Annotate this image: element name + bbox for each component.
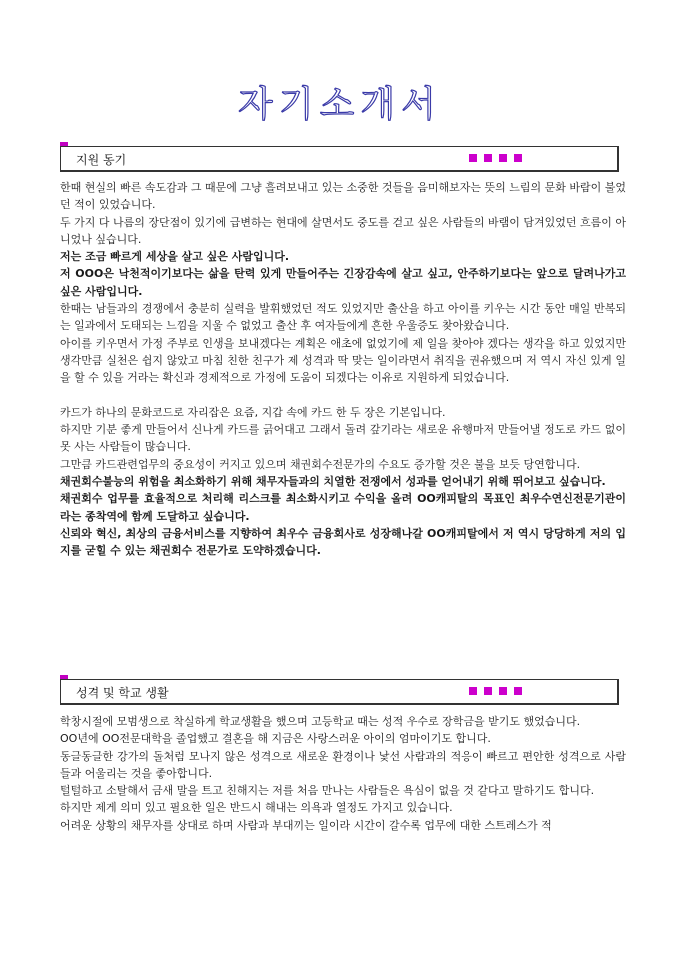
paragraph-bold: 저 OOO은 낙천적이기보다는 삶을 탄력 있게 만들어주는 긴장감속에 살고 싶고, 안주하기보다는 앞으로 달려나가고 싶은 사람입니다. — [60, 267, 626, 298]
section-body-motivation — [60, 179, 626, 560]
paragraph: 하지만 제게 의미 있고 필요한 일은 반드시 해내는 의욕과 열정도 가지고 있습니다. — [60, 801, 453, 815]
square-icon — [469, 687, 477, 695]
section-body-personality — [60, 713, 626, 834]
paragraph: 털털하고 소탈해서 금새 말을 트고 친해지는 저를 처음 만나는 사람들은 욕심이 없을 것 같다고 말하기도 합니다. — [60, 784, 595, 798]
paragraph: OO년에 OO전문대학을 졸업했고 결혼을 해 지금은 사랑스러운 아이의 엄마이기도 합니다. — [60, 732, 491, 746]
square-icon — [484, 687, 492, 695]
paragraph: 그만큼 카드관련업무의 중요성이 커지고 있으며 채권회수전문가의 수요도 증가할 것은 불을 보듯 당연합니다. — [60, 457, 581, 471]
paragraph: 아이를 키우면서 가정 주부로 인생을 보내겠다는 계획은 애초에 없었기에 제 일을 찾아야 겠다는 생각을 하고 있었지만 생각만큼 실천은 쉽지 않았고 마침 친한 친구가 제 성격과 딱 맞는 일이라면서 취직을 권유했으며 저 역시 자신 있게 일을 할 수 있을 거라는 확신과 경제적으로 가정에 도움이 되겠다는 이유로 지원하게 되었습니다. — [60, 336, 626, 385]
square-icon — [499, 154, 507, 162]
section-heading: 성격 및 학교 생활 — [76, 686, 169, 700]
paragraph-spacer — [60, 387, 626, 404]
paragraph-bold: 신뢰와 혁신, 최상의 금융서비스를 지향하여 최우수 금융회사로 성장해나갈 OO캐피탈에서 저 역시 당당하게 저의 입지를 굳힐 수 있는 채권회수 전문가로 도약하겠습니다. — [60, 526, 626, 558]
paragraph: 어려운 상황의 채무자를 상대로 하며 사람과 부대끼는 일이라 시간이 갈수록 업무에 대한 스트레스가 적 — [60, 818, 552, 832]
square-icon — [469, 154, 477, 162]
square-icon — [514, 154, 522, 162]
paragraph: 한때 현실의 빠른 속도감과 그 때문에 그냥 흘려보내고 있는 소중한 것들을 음미해보자는 뜻의 느림의 문화 바람이 불었던 적이 있었습니다. — [60, 181, 626, 212]
section-header-box — [60, 146, 619, 172]
decorative-squares — [469, 154, 522, 162]
square-icon — [484, 154, 492, 162]
paragraph: 하지만 기분 좋게 만들어서 신나게 카드를 긁어대고 그래서 돌려 갚기라는 새로운 유행마저 만들어낼 정도로 카드 없이 못 사는 사람들이 많습니다. — [60, 423, 626, 454]
section-header-motivation — [60, 146, 618, 170]
paragraph: 학창시절에 모범생으로 착실하게 학교생활을 했으며 고등학교 때는 성적 우수로 장학금을 받기도 했었습니다. — [60, 715, 581, 728]
paragraph: 두 가지 다 나름의 장단점이 있기에 급변하는 현대에 살면서도 중도를 걷고 싶은 사람들의 바램이 담겨있었던 흐름이 아니었나 싶습니다. — [60, 215, 626, 246]
square-icon — [514, 687, 522, 695]
square-icon — [499, 687, 507, 695]
paragraph-bold: 채권회수불능의 위험을 최소화하기 위해 채무자들과의 치열한 전쟁에서 성과를 얻어내기 위해 뛰어보고 싶습니다. — [60, 475, 606, 489]
paragraph-bold: 저는 조금 빠르게 세상을 살고 싶은 사람입니다. — [60, 250, 290, 264]
paragraph: 동글동글한 강가의 돌처럼 모나지 않은 성격으로 새로운 환경이나 낯선 사람과의 적응이 빠르고 편안한 성격으로 사람들과 어울리는 것을 좋아합니다. — [60, 749, 626, 780]
document-title: 자기소개서 — [238, 84, 442, 125]
paragraph: 카드가 하나의 문화코드로 자리잡은 요즘, 지갑 속에 카드 한 두 장은 기본입니다. — [60, 405, 446, 419]
decorative-squares — [469, 687, 522, 695]
section-header-personality — [60, 679, 618, 703]
section-heading: 지원 동기 — [76, 153, 127, 167]
paragraph-bold: 채권회수 업무를 효율적으로 처리해 리스크를 최소화시키고 수익을 올려 OO캐피탈의 목표인 최우수연신전문기관이라는 종착역에 함께 도달하고 싶습니다. — [60, 492, 626, 523]
paragraph: 한때는 남들과의 경쟁에서 충분히 실력을 발휘했었던 적도 있었지만 출산을 하고 아이를 키우는 시간 동안 매일 반복되는 일과에서 도태되는 느낌을 지울 수 없었고 출산 후 여자들에게 흔한 우울증도 찾아왔습니다. — [60, 302, 626, 333]
